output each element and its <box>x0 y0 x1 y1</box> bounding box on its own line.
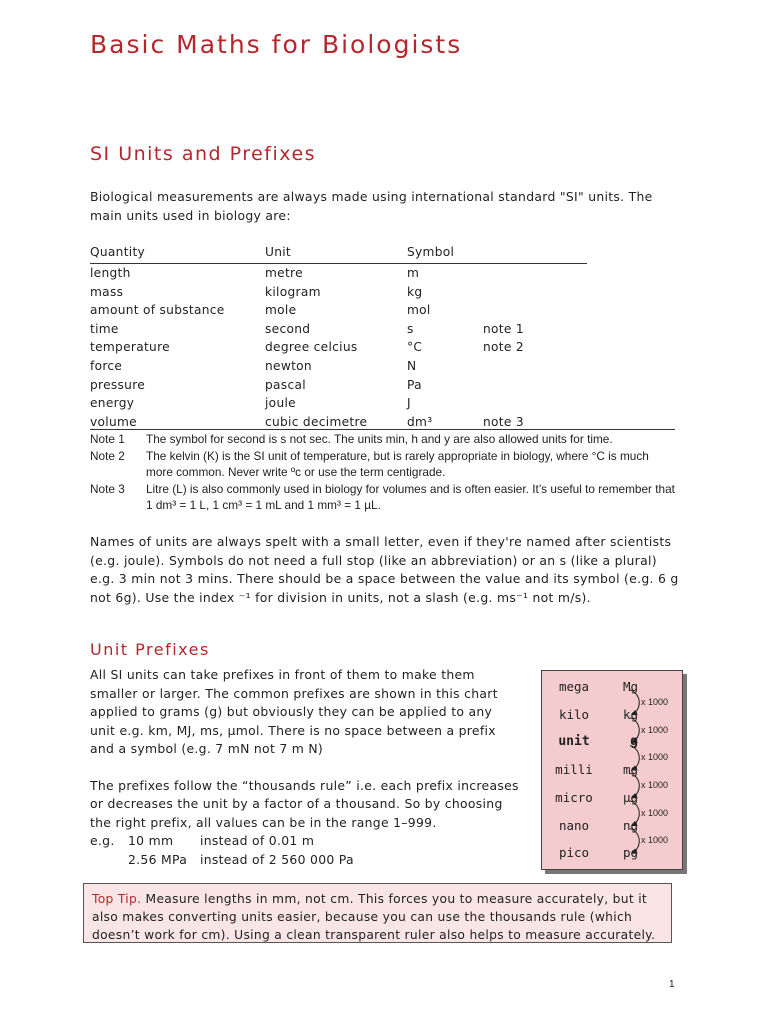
note-2 <box>90 448 675 481</box>
note-label: Note 2 <box>90 448 125 463</box>
multiplier-label: x 1000 <box>641 835 669 846</box>
table-cell: kilogram <box>265 284 321 299</box>
prefix-name: unit <box>558 734 590 750</box>
prefix-symbol: Mg <box>622 679 638 694</box>
table-cell: s <box>407 321 414 336</box>
table-cell: dm³ <box>407 414 433 429</box>
table-cell: note 3 <box>483 414 524 429</box>
table-row <box>90 301 587 320</box>
table-cell: temperature <box>90 340 170 355</box>
note-label: Note 1 <box>90 432 125 446</box>
table-header-row <box>90 243 587 264</box>
page-number: 1 <box>669 979 675 990</box>
arrow-diagram <box>626 671 646 869</box>
prefix-name: nano <box>558 817 590 833</box>
note-1 <box>90 431 675 448</box>
multiplier-label: x 1000 <box>641 807 669 818</box>
multiplier-label: x 1000 <box>641 724 669 735</box>
notes-block <box>90 429 675 514</box>
prefix-symbol: ng <box>622 817 638 833</box>
column-header-note <box>483 243 587 263</box>
table-cell: °C <box>407 340 423 355</box>
table-cell: mass <box>90 284 124 299</box>
table-cell: pascal <box>265 377 306 392</box>
prefix-name: pico <box>558 845 590 861</box>
table-cell: pressure <box>90 377 146 392</box>
prefix-symbol: g <box>630 734 638 750</box>
table-cell: second <box>265 321 311 336</box>
table-cell <box>483 357 587 376</box>
arrow-icon <box>630 773 639 798</box>
prefix-name: micro <box>555 789 593 805</box>
prefix-symbol: mg <box>622 762 638 778</box>
table-cell: note 1 <box>483 321 524 336</box>
table-cell: energy <box>90 396 135 411</box>
example-lead: e.g. <box>90 833 115 848</box>
page-title: Basic Maths for Biologists <box>90 30 463 59</box>
table-cell: metre <box>265 266 303 280</box>
table-cell <box>483 283 587 302</box>
arrow-icon <box>630 690 639 715</box>
table-cell <box>483 301 587 320</box>
example-alt: instead of 0.01 m <box>200 833 315 848</box>
table-cell <box>483 376 587 395</box>
prefix-chart <box>541 670 683 870</box>
table-row <box>90 320 587 339</box>
table-cell: volume <box>90 414 137 429</box>
table-row <box>90 283 587 302</box>
table-row <box>90 357 587 376</box>
multiplier-label: x 1000 <box>641 779 669 790</box>
table-body <box>90 264 587 431</box>
multiplier-label: x 1000 <box>641 696 669 707</box>
table-cell <box>483 264 587 283</box>
table-cell: force <box>90 358 123 373</box>
arrow-icon <box>630 745 639 770</box>
example-alt: instead of 2 560 000 Pa <box>200 851 354 867</box>
table-cell: mol <box>407 303 431 318</box>
table-cell: note 2 <box>483 340 524 355</box>
column-header-quantity: Quantity <box>90 245 146 259</box>
table-cell: joule <box>265 396 296 411</box>
section-heading: SI Units and Prefixes <box>90 143 317 165</box>
intro-paragraph: Biological measurements are always made using international standard "SI" units. The main units used in biology are: <box>90 189 653 223</box>
table-cell: amount of substance <box>90 303 225 318</box>
tip-lead: Top Tip. <box>92 892 142 906</box>
arrow-icon <box>630 801 639 826</box>
note-text: The kelvin (K) is the SI unit of temperature, but is rarely appropriate in biology, where °C is much more common. Never write ºc or use the term centigrade. <box>146 448 649 479</box>
table-cell: time <box>90 321 119 336</box>
prefix-name: milli <box>555 762 593 778</box>
table-row <box>90 394 587 413</box>
note-text: Litre (L) is also commonly used in biology for volumes and is often easier. It’s useful to remember that 1 dm³ = 1 L, 1 cm³ = 1 mL and 1 mm³ = 1 µL. <box>146 481 675 512</box>
table-cell: N <box>407 358 417 373</box>
table-cell: newton <box>265 358 312 373</box>
example-row <box>90 832 520 851</box>
note-text: The symbol for second is s not sec. The units min, h and y are also allowed units for time. <box>146 432 613 446</box>
multiplier-label: x 1000 <box>641 752 669 763</box>
table-cell: length <box>90 266 131 280</box>
table-cell: kg <box>407 284 423 299</box>
tip-text: Measure lengths in mm, not cm. This forces you to measure accurately, but it also makes converting units easier, because you can use the thousands rule (which doesn’t work for cm). Using a clean transparent ruler also helps to measure accurately. <box>92 892 656 942</box>
table-cell: cubic decimetre <box>265 414 368 429</box>
table-cell: m <box>407 266 420 280</box>
prefix-name: kilo <box>558 706 590 722</box>
note-label: Note 3 <box>90 481 125 496</box>
si-units-table <box>90 243 587 431</box>
note-3 <box>90 481 675 514</box>
arrow-icon <box>630 718 639 743</box>
prefix-paragraph-2: The prefixes follow the “thousands rule” i.e. each prefix increases or decreases the unit by a factor of a thousand. So by choosing the right prefix, all values can be in the range 1–999. <box>90 777 519 830</box>
prefix-name: mega <box>558 679 590 694</box>
prefix-paragraph-1: All SI units can take prefixes in front of them to make them smaller or larger. The common prefixes are shown in this chart applied to grams (g) but obviously they can be applied to any unit e.g. km, MJ, ms, µmol. There is no space between a prefix and a symbol (e.g. 7 mN not 7 m N) <box>90 667 498 756</box>
table-cell <box>483 394 587 413</box>
subsection-heading: Unit Prefixes <box>90 640 210 659</box>
example-value: 2.56 MPa <box>128 851 188 867</box>
table-row <box>90 264 587 283</box>
column-header-symbol: Symbol <box>407 245 455 259</box>
column-header-unit: Unit <box>265 245 292 259</box>
example-row <box>90 851 520 870</box>
table-row <box>90 376 587 395</box>
top-tip-box <box>83 883 672 943</box>
table-cell: Pa <box>407 377 422 392</box>
table-cell: degree celcius <box>265 340 358 355</box>
table-cell: J <box>407 396 411 411</box>
prefix-symbol: kg <box>622 706 638 722</box>
prefix-symbol: pg <box>622 845 638 861</box>
table-row <box>90 338 587 357</box>
example-value: 10 mm <box>128 833 174 848</box>
unit-names-paragraph: Names of units are always spelt with a small letter, even if they're named after scientists (e.g. joule). Symbols do not need a full stop (like an abbreviation) or an s (like a plural) e.g. 3 min not 3 mins. There should be a space between the value and its symbol (e.g. 6 g not 6g). Use the index ⁻¹ for division in units, not a slash (e.g. ms⁻¹ not m/s). <box>90 534 679 605</box>
table-cell: mole <box>265 303 297 318</box>
arrow-icon <box>630 829 639 854</box>
example-lead <box>90 851 128 870</box>
prefix-text <box>90 666 520 869</box>
prefix-symbol: µg <box>622 789 638 805</box>
